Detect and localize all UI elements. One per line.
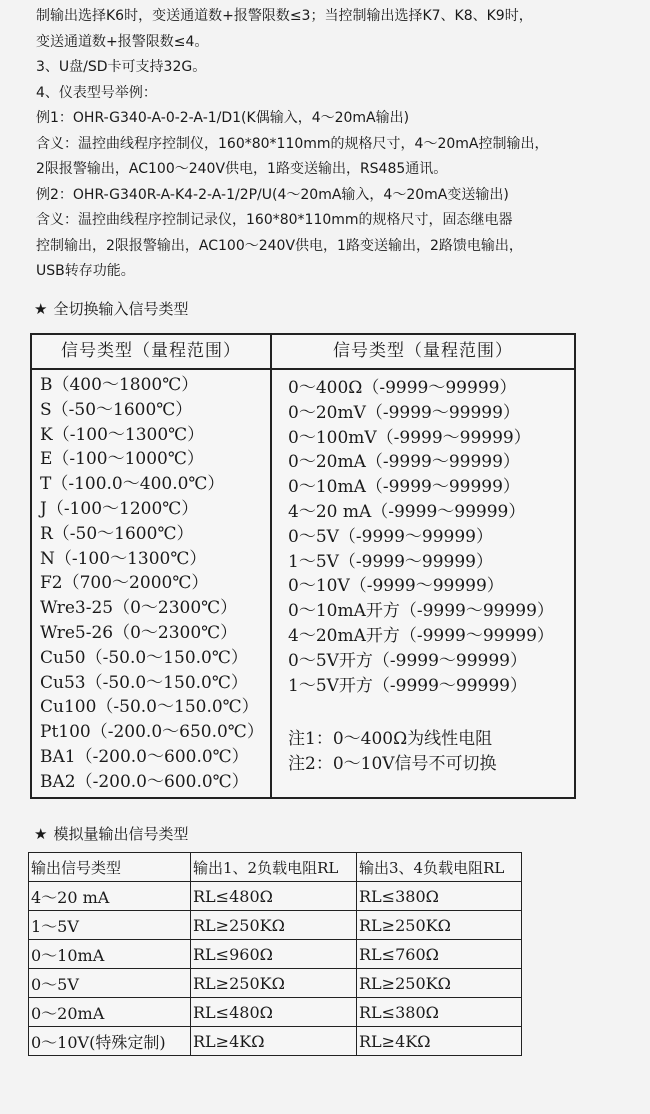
list-item: B（400～1800℃） — [40, 375, 199, 395]
intro-line: 含义：温控曲线程序控制仪，160*80*110mm的规格尺寸，4～20mA控制输出， — [36, 135, 549, 152]
list-item: R（-50～1600℃） — [40, 523, 194, 544]
table-row — [29, 1027, 522, 1056]
intro-line: 例1：OHR-G340-A-0-2-A-1/D1(K偶输入，4～20mA输出) — [36, 110, 410, 126]
table-cell: RL≤480Ω — [191, 882, 357, 911]
table-cell: RL≥4KΩ — [191, 1027, 357, 1056]
list-item: Pt100（-200.0～650.0℃） — [40, 722, 264, 743]
section-input-title: 全切换输入信号类型 — [53, 300, 189, 318]
table-cell: RL≥250KΩ — [357, 969, 522, 998]
table-row — [29, 998, 522, 1027]
table-cell: RL≥250KΩ — [357, 911, 522, 940]
input-notes — [288, 727, 497, 777]
list-item: 0～10mA（-9999～99999） — [288, 477, 520, 498]
table-row — [29, 911, 522, 940]
table-cell: RL≤960Ω — [191, 940, 357, 969]
star-icon: ★ — [34, 825, 48, 843]
list-item: 0～5V（-9999～99999） — [288, 526, 493, 547]
intro-line: USB转存功能。 — [36, 263, 135, 279]
table-cell: RL≥250KΩ — [191, 911, 357, 940]
header-cell: 输出3、4负载电阻RL — [357, 853, 522, 882]
table-cell: RL≤380Ω — [357, 998, 522, 1027]
list-item: Cu53（-50.0～150.0℃） — [40, 672, 248, 693]
input-signal-table — [30, 333, 576, 799]
table-cell: 0～10V(特殊定制) — [29, 1027, 191, 1056]
table-row — [29, 940, 522, 969]
output-signal-table — [28, 852, 522, 1056]
list-item: 0～5V开方（-9999～99999） — [288, 650, 527, 671]
list-item: T（-100.0～400.0℃） — [40, 474, 225, 495]
list-item: E（-100～1000℃） — [40, 449, 204, 470]
list-item: Cu50（-50.0～150.0℃） — [40, 647, 248, 668]
table-cell: 0～10mA — [29, 940, 191, 969]
section-output-heading — [34, 824, 188, 844]
list-item: Wre3-25（0～2300℃） — [40, 598, 238, 619]
header-right: 信号类型（量程范围） — [333, 341, 513, 361]
intro-line: 例2：OHR-G340R-A-K4-2-A-1/2P/U(4～20mA输入，4～20mA变送输出) — [36, 186, 509, 203]
section-input-heading — [34, 299, 188, 319]
list-item: 1～5V开方（-9999～99999） — [288, 675, 527, 696]
header-cell: 输出1、2负载电阻RL — [191, 853, 357, 882]
list-item: 0～20mV（-9999～99999） — [288, 402, 520, 423]
header-cell: 输出信号类型 — [29, 853, 191, 882]
list-item: BA2（-200.0～600.0℃） — [40, 771, 249, 792]
list-item: 0～10V（-9999～99999） — [288, 576, 504, 597]
star-icon: ★ — [34, 300, 48, 318]
thermocouple-rtd-list — [40, 373, 264, 795]
intro-line: 含义：温控曲线程序控制记录仪，160*80*110mm的规格尺寸，固态继电器 — [36, 212, 513, 228]
table-cell: 0～5V — [29, 969, 191, 998]
note-item: 注1：0～400Ω为线性电阻 — [288, 729, 493, 749]
intro-line: 2限报警输出，AC100～240V供电，1路变送输出，RS485通讯。 — [36, 161, 448, 177]
note-item: 注2：0～10V信号不可切换 — [288, 753, 497, 774]
column-divider — [270, 335, 272, 797]
list-item: 4～20 mA（-9999～99999） — [288, 501, 526, 522]
list-item: 0～100mV（-9999～99999） — [288, 427, 531, 448]
table-row — [29, 969, 522, 998]
list-item: 4～20mA开方（-9999～99999） — [288, 625, 554, 646]
table-cell: RL≥4KΩ — [357, 1027, 522, 1056]
table-cell: RL≤480Ω — [191, 998, 357, 1027]
header-left: 信号类型（量程范围） — [61, 341, 241, 361]
intro-text — [36, 4, 636, 285]
list-item: J（-100～1200℃） — [40, 498, 199, 519]
table-row — [29, 882, 522, 911]
table-header-row — [29, 853, 522, 882]
list-item: 0～400Ω（-9999～99999） — [288, 378, 517, 398]
intro-line: 4、仪表型号举例： — [36, 84, 157, 101]
list-item: 0～10mA开方（-9999～99999） — [288, 601, 554, 622]
intro-line: 制输出选择K6时，变送通道数+报警限数≤3；当控制输出选择K7、K8、K9时， — [36, 8, 533, 24]
list-item: S（-50～1600℃） — [40, 399, 193, 420]
table-cell: RL≤380Ω — [357, 882, 522, 911]
table-cell: RL≤760Ω — [357, 940, 522, 969]
intro-line: 变送通道数+报警限数≤4。 — [36, 33, 209, 50]
list-item: K（-100～1300℃） — [40, 424, 205, 445]
table-cell: RL≥250KΩ — [191, 969, 357, 998]
intro-line: 3、U盘/SD卡可支持32G。 — [36, 59, 207, 75]
table-cell: 0～20mA — [29, 998, 191, 1027]
analog-input-list — [288, 376, 554, 698]
list-item: F2（700～2000℃） — [40, 573, 209, 594]
list-item: 0～20mA（-9999～99999） — [288, 452, 520, 473]
list-item: 1～5V（-9999～99999） — [288, 551, 493, 572]
table-cell: 4～20 mA — [29, 882, 191, 911]
list-item: Cu100（-50.0～150.0℃） — [40, 697, 259, 718]
list-item: BA1（-200.0～600.0℃） — [40, 746, 249, 767]
intro-line: 控制输出，2限报警输出，AC100～240V供电，1路变送输出，2路馈电输出， — [36, 237, 523, 254]
table-cell: 1～5V — [29, 911, 191, 940]
list-item: Wre5-26（0～2300℃） — [40, 622, 238, 643]
list-item: N（-100～1300℃） — [40, 548, 207, 569]
section-output-title: 模拟量输出信号类型 — [53, 825, 189, 843]
